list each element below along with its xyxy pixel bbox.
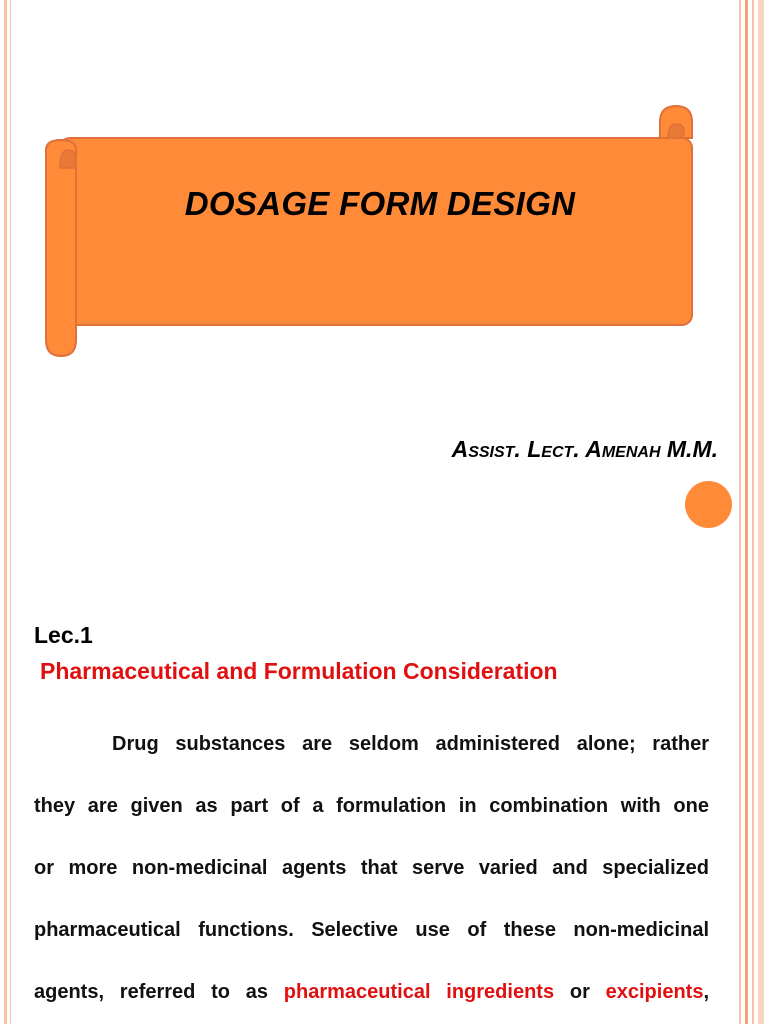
paragraph-line-2: they are given as part of a formulation in combination with one (34, 795, 709, 817)
paragraph-line-5-b: or (554, 981, 606, 1003)
scroll-body (60, 138, 692, 325)
term-pharmaceutical-ingredients: pharmaceutical ingredients (283, 981, 555, 1003)
paragraph-line-5 (34, 961, 709, 1023)
author-name (452, 436, 718, 463)
author-prefix-3: A (585, 436, 602, 462)
scroll-top-curl-inner (668, 124, 684, 138)
author-small-1: ssist. (468, 436, 521, 462)
body-paragraph (34, 713, 709, 1023)
paragraph-line-5-c: , (703, 981, 710, 1003)
slide-title: DOSAGE FORM DESIGN (184, 185, 576, 222)
scroll-left-roll-inner (60, 150, 76, 168)
author-suffix: M.M. (666, 436, 718, 462)
author-prefix-2: L (527, 436, 542, 462)
paragraph-line-4: pharmaceutical functions. Selective use of these non-medicinal (34, 919, 709, 941)
author-small-3: menah (601, 436, 661, 462)
term-excipients: excipients (605, 981, 704, 1003)
accent-circle (685, 481, 732, 528)
paragraph-line-5-a: agents, referred to as (34, 981, 284, 1003)
lecture-label: Lec.1 (34, 622, 93, 648)
paragraph-line-3: or more non-medicinal agents that serve varied and specialized (34, 857, 709, 879)
author-small-2: ect. (541, 436, 580, 462)
author-prefix-1: A (451, 436, 469, 462)
scroll-left-roll (46, 140, 76, 356)
section-title: Pharmaceutical and Formulation Consideration (40, 658, 558, 684)
paragraph-line-1: Drug substances are seldom administered alone; rather (112, 733, 709, 755)
